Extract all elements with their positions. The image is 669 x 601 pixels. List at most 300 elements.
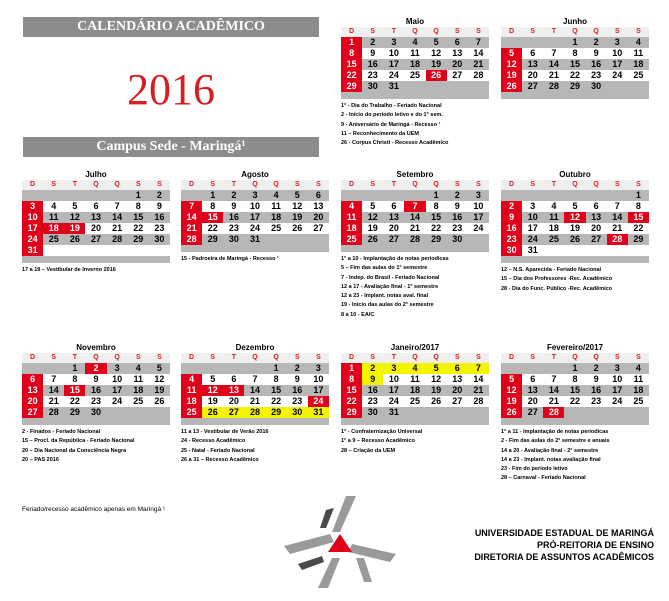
weekday-label: S — [308, 353, 329, 363]
weekday-label: S — [202, 353, 223, 363]
day-cell: 19 — [501, 396, 522, 407]
institution-block — [424, 527, 654, 563]
week-row — [501, 81, 649, 92]
day-cell: 31 — [383, 81, 404, 92]
day-cell — [543, 245, 564, 256]
weekday-header-row — [501, 353, 649, 363]
day-cell — [85, 190, 106, 201]
day-cell: 12 — [431, 374, 442, 384]
day-cell — [564, 190, 585, 201]
weekday-label: Q — [107, 353, 128, 363]
day-cell: 2 — [586, 363, 607, 374]
week-row — [181, 396, 329, 407]
week-row — [22, 363, 170, 374]
weekday-label: S — [362, 353, 383, 363]
month-notes — [341, 255, 489, 320]
week-row — [22, 190, 170, 201]
week-row — [341, 223, 489, 234]
day-cell — [468, 234, 489, 245]
day-cell: 8 — [273, 374, 279, 384]
month-notes — [501, 266, 649, 294]
month-title: Agosto — [241, 170, 269, 179]
day-cell: 13 — [85, 212, 106, 223]
day-cell: 2 — [447, 190, 468, 201]
day-cell: 23 — [228, 223, 239, 233]
day-cell: 26 — [431, 396, 442, 406]
day-cell — [564, 407, 585, 418]
month-setembro — [341, 170, 489, 320]
weekday-label: D — [341, 353, 362, 363]
weekday-label: T — [383, 180, 404, 190]
day-cell: 13 — [586, 212, 607, 223]
day-cell: 30 — [223, 234, 244, 245]
weekday-label: D — [22, 180, 43, 190]
note-line: 1° a 9 – Recesso Acadêmico — [341, 438, 415, 445]
day-cell: 23 — [367, 70, 378, 80]
note-line: 1° a 10 - Implantação de notas periodicas — [341, 256, 449, 262]
month-grid — [181, 180, 329, 245]
week-row — [341, 396, 489, 407]
campus-title: Campus Sede - Maringá¹ — [23, 137, 319, 157]
day-cell: 18 — [181, 396, 202, 407]
day-cell — [543, 190, 564, 201]
weekday-label: D — [501, 27, 522, 37]
day-cell: 25 — [341, 234, 362, 245]
note-line: 23 - Fim do período letivo — [501, 466, 568, 473]
day-cell: 16 — [85, 385, 106, 396]
month-footer-bar — [341, 245, 489, 252]
note-line: 20 – PAS 2016 — [22, 456, 59, 463]
note-line: 15 – Dia dos Professores -Rec. Acadêmico — [501, 276, 613, 283]
footnote: Feriado/recesso acadêmico apenas em Maringá ¹ — [22, 506, 166, 513]
month-footer-bar — [501, 418, 649, 425]
day-cell — [22, 190, 43, 201]
day-cell: 29 — [202, 234, 223, 245]
note-line: 26 - Corpus Christi - Recesso Acadêmico — [341, 140, 449, 147]
day-cell: 25 — [543, 234, 564, 245]
day-cell: 9 — [593, 48, 599, 58]
note-line: 28 - Dia do Func. Público -Rec. Acadêmico — [501, 285, 613, 292]
weekday-header-row — [181, 353, 329, 363]
note-line: 12 a 17 - Avaliação final - 1° semestre — [341, 283, 439, 290]
month-footer-bar — [22, 256, 170, 263]
week-row — [341, 407, 489, 418]
day-cell — [426, 81, 447, 92]
day-cell: 11 — [410, 48, 420, 58]
week-row — [501, 190, 649, 201]
day-cell — [607, 81, 628, 92]
day-cell: 5 — [426, 37, 447, 48]
day-cell: 1 — [266, 363, 287, 374]
month-grid — [341, 353, 489, 418]
weekday-label: S — [43, 353, 64, 363]
day-cell — [383, 190, 404, 201]
month-grid — [501, 27, 649, 92]
day-cell: 15 — [202, 212, 223, 223]
day-cell: 29 — [426, 234, 447, 245]
weekday-label: T — [543, 353, 564, 363]
day-cell: 11 — [133, 374, 144, 384]
weekday-label: S — [468, 353, 489, 363]
weekday-label: T — [223, 180, 244, 190]
day-cell: 26 — [64, 234, 85, 245]
day-cell: 5 — [149, 363, 170, 374]
weekday-label: D — [501, 180, 522, 190]
weekday-label: S — [447, 180, 468, 190]
note-line: 24 - Recesso Acadêmico — [181, 438, 246, 445]
weekday-label: Q — [426, 353, 447, 363]
day-cell: 14 — [244, 385, 265, 396]
day-cell: 26 — [501, 81, 522, 92]
day-cell — [468, 81, 489, 92]
weekday-label: T — [543, 180, 564, 190]
day-cell: 23 — [292, 396, 303, 406]
day-cell: 21 — [409, 223, 420, 233]
weekday-label: Q — [266, 180, 287, 190]
day-cell: 17 — [383, 59, 404, 70]
day-cell: 19 — [569, 223, 580, 233]
day-cell: 5 — [287, 190, 308, 201]
note-line: 14 a 20 - Avaliação final - 2° semestre — [501, 447, 599, 454]
weekday-label: S — [468, 180, 489, 190]
day-cell — [501, 190, 522, 201]
month-title: Novembro — [76, 343, 116, 352]
day-cell: 4 — [404, 37, 425, 48]
day-cell: 16 — [223, 212, 244, 223]
day-cell: 8 — [341, 374, 362, 385]
day-cell: 26 — [564, 234, 585, 245]
day-cell: 3 — [244, 190, 265, 201]
day-cell: 30 — [362, 81, 383, 92]
day-cell — [628, 407, 649, 418]
day-cell: 15 — [564, 59, 585, 70]
day-cell: 8 — [341, 48, 362, 59]
month-title: Setembro — [396, 170, 434, 179]
month-notes — [501, 428, 649, 484]
week-row — [22, 245, 170, 256]
month-junho — [501, 17, 649, 99]
day-cell — [543, 37, 564, 48]
day-cell — [223, 363, 244, 374]
day-cell: 14 — [543, 59, 564, 70]
day-cell: 6 — [593, 201, 599, 211]
day-cell: 29 — [564, 81, 585, 92]
week-row — [501, 245, 649, 256]
week-row — [341, 70, 489, 81]
day-cell: 5 — [72, 201, 78, 211]
day-cell — [586, 245, 607, 256]
day-cell: 18 — [128, 385, 149, 396]
day-cell: 28 — [473, 70, 484, 80]
day-cell: 20 — [90, 223, 101, 233]
day-cell: 11 — [633, 48, 644, 58]
weekday-header-row — [341, 27, 489, 37]
day-cell: 13 — [22, 385, 43, 396]
day-cell: 12 — [501, 59, 522, 70]
note-line: 17 a 19 – Vestibular de Inverno 2016 — [22, 267, 116, 273]
day-cell: 23 — [591, 396, 602, 406]
day-cell — [22, 363, 43, 374]
logo-triangle — [328, 534, 352, 552]
day-cell: 13 — [522, 59, 543, 70]
day-cell: 9 — [501, 212, 522, 223]
day-cell: 6 — [93, 201, 99, 211]
month-notes — [341, 102, 489, 148]
day-cell: 28 — [244, 407, 265, 418]
weekday-label: Q — [266, 353, 287, 363]
day-cell: 22 — [569, 396, 580, 406]
day-cell: 11 — [410, 374, 420, 384]
day-cell: 17 — [607, 59, 628, 70]
month-notes — [341, 428, 489, 456]
day-cell — [128, 245, 149, 256]
day-cell: 13 — [313, 201, 324, 211]
day-cell: 22 — [271, 396, 282, 406]
month-title: Julho — [85, 170, 107, 179]
day-cell: 13 — [522, 385, 543, 396]
day-cell — [64, 245, 85, 256]
day-cell: 1 — [128, 190, 149, 201]
week-row — [181, 234, 329, 245]
week-row — [501, 212, 649, 223]
weekday-label: S — [128, 353, 149, 363]
day-cell — [341, 190, 362, 201]
day-cell: 28 — [181, 234, 202, 245]
day-cell — [447, 81, 468, 92]
day-cell: 27 — [22, 407, 43, 418]
day-cell: 31 — [383, 407, 404, 418]
day-cell: 21 — [548, 396, 559, 406]
week-row — [501, 374, 649, 385]
day-cell: 4 — [341, 201, 362, 212]
weekday-label: Q — [107, 180, 128, 190]
day-cell: 7 — [404, 201, 425, 212]
day-cell: 14 — [107, 212, 128, 223]
week-row — [181, 201, 329, 212]
day-cell: 9 — [593, 374, 599, 384]
day-cell: 3 — [383, 363, 404, 374]
day-cell: 4 — [551, 201, 557, 211]
day-cell: 27 — [85, 234, 106, 245]
day-cell: 8 — [572, 48, 578, 58]
day-cell — [468, 407, 489, 418]
day-cell: 8 — [72, 374, 78, 384]
month-fevereiro-2017 — [501, 343, 649, 484]
week-row — [501, 70, 649, 81]
day-cell — [522, 190, 543, 201]
day-cell: 22 — [431, 223, 442, 233]
month-notes — [181, 255, 329, 264]
day-cell: 19 — [207, 396, 218, 406]
day-cell — [128, 407, 149, 418]
day-cell: 16 — [501, 223, 522, 234]
day-cell: 6 — [22, 374, 43, 385]
day-cell — [404, 190, 425, 201]
day-cell: 20 — [527, 396, 538, 406]
weekday-header-row — [22, 180, 170, 190]
month-outubro — [501, 170, 649, 294]
day-cell: 17 — [308, 385, 329, 396]
weekday-label: S — [447, 353, 468, 363]
day-cell: 1 — [64, 363, 85, 374]
day-cell — [107, 190, 128, 201]
day-cell: 2 — [586, 37, 607, 48]
day-cell: 11 — [341, 212, 362, 223]
day-cell: 26 — [292, 223, 303, 233]
note-line: 14 a 23 - Implant. notas avaliação final — [501, 456, 601, 463]
day-cell: 19 — [367, 223, 378, 233]
day-cell: 19 — [426, 59, 447, 70]
day-cell: 7 — [551, 48, 557, 58]
day-cell: 15 — [128, 212, 149, 223]
weekday-label: Q — [404, 353, 425, 363]
weekday-label: D — [341, 180, 362, 190]
day-cell: 23 — [591, 70, 602, 80]
calendar-title: CALENDÁRIO ACADÊMICO — [23, 17, 319, 37]
month-grid — [501, 353, 649, 418]
month-title: Maio — [405, 17, 425, 26]
month-footer-bar — [341, 92, 489, 99]
day-cell: 13 — [452, 374, 463, 384]
week-row — [22, 223, 170, 234]
day-cell: 12 — [292, 201, 303, 211]
day-cell: 28 — [543, 81, 564, 92]
week-row — [341, 385, 489, 396]
weekday-label: T — [223, 353, 244, 363]
day-cell: 22 — [133, 223, 144, 233]
week-row — [181, 385, 329, 396]
day-cell — [107, 407, 128, 418]
day-cell: 16 — [362, 385, 383, 396]
weekday-label: D — [181, 180, 202, 190]
day-cell: 7 — [614, 201, 620, 211]
day-cell — [628, 245, 649, 256]
note-line: 19 - Início das aulas do 2° semestre — [341, 302, 434, 309]
day-cell: 30 — [447, 234, 468, 245]
day-cell — [308, 234, 329, 245]
day-cell: 18 — [266, 212, 287, 223]
day-cell: 9 — [370, 48, 376, 58]
day-cell: 4 — [628, 37, 649, 48]
day-cell: 10 — [522, 212, 543, 223]
day-cell: 19 — [501, 70, 522, 81]
weekday-label: Q — [85, 353, 106, 363]
day-cell: 31 — [527, 245, 538, 255]
day-cell — [85, 245, 106, 256]
weekday-label: S — [202, 180, 223, 190]
month-novembro — [22, 343, 170, 465]
day-cell: 6 — [391, 201, 397, 211]
day-cell: 7 — [551, 374, 557, 384]
note-line: 7 - Indep. do Brasil - Feriado Nacional — [341, 274, 440, 281]
day-cell: 7 — [468, 37, 489, 48]
day-cell: 20 — [308, 212, 329, 223]
month-grid — [341, 27, 489, 92]
day-cell: 10 — [612, 374, 623, 384]
day-cell: 28 — [107, 234, 128, 245]
weekday-label: S — [287, 353, 308, 363]
day-cell: 19 — [426, 385, 447, 396]
day-cell: 4 — [628, 363, 649, 374]
day-cell: 15 — [341, 385, 362, 396]
day-cell: 1 — [202, 190, 223, 201]
day-cell: 14 — [181, 212, 202, 223]
day-cell: 3 — [107, 363, 128, 374]
note-line: 1° - Dia do Trabalho - Feriado Nacional — [341, 103, 442, 109]
day-cell — [181, 190, 202, 201]
weekday-label: Q — [564, 27, 585, 37]
day-cell: 11 — [271, 201, 281, 211]
day-cell: 27 — [313, 223, 324, 233]
day-cell: 6 — [447, 37, 468, 48]
day-cell: 20 — [447, 385, 468, 396]
day-cell — [43, 245, 64, 256]
day-cell: 5 — [426, 363, 447, 374]
week-row — [501, 37, 649, 48]
weekday-header-row — [181, 180, 329, 190]
day-cell: 15 — [628, 212, 649, 223]
day-cell: 1 — [564, 363, 585, 374]
weekday-label: S — [362, 27, 383, 37]
week-row — [341, 190, 489, 201]
day-cell: 25 — [271, 223, 282, 233]
weekday-header-row — [22, 353, 170, 363]
day-cell: 2 — [85, 363, 106, 374]
day-cell: 4 — [51, 201, 57, 211]
week-row — [22, 234, 170, 245]
day-cell: 17 — [383, 385, 404, 396]
week-row — [181, 407, 329, 418]
weekday-label: S — [522, 27, 543, 37]
day-cell — [404, 81, 425, 92]
weekday-label: Q — [564, 180, 585, 190]
day-cell: 28 — [43, 407, 64, 418]
day-cell: 7 — [181, 201, 202, 212]
day-cell — [181, 363, 202, 374]
note-line: 2 - Início do período letivo e do 1° sem. — [341, 112, 443, 119]
month-footer-bar — [181, 418, 329, 425]
note-line: 8 a 10 - EAIC — [341, 311, 375, 318]
week-row — [22, 212, 170, 223]
month-janeiro-2017 — [341, 343, 489, 456]
day-cell: 9 — [93, 374, 99, 384]
day-cell: 1 — [341, 363, 362, 374]
weekday-label: D — [501, 353, 522, 363]
weekday-label: T — [383, 27, 404, 37]
day-cell: 15 — [564, 385, 585, 396]
day-cell: 22 — [569, 70, 580, 80]
month-maio — [341, 17, 489, 148]
day-cell: 27 — [522, 407, 543, 418]
day-cell: 2 — [362, 363, 383, 374]
day-cell: 17 — [468, 212, 489, 223]
day-cell: 29 — [64, 407, 85, 418]
day-cell: 5 — [572, 201, 578, 211]
day-cell — [607, 245, 628, 256]
weekday-label: S — [287, 180, 308, 190]
day-cell: 24 — [22, 234, 43, 245]
month-footer-bar — [501, 92, 649, 99]
day-cell: 16 — [149, 212, 170, 223]
day-cell: 23 — [367, 396, 378, 406]
day-cell: 11 — [543, 212, 564, 223]
weekday-header-row — [341, 353, 489, 363]
day-cell: 4 — [181, 374, 202, 385]
day-cell: 18 — [341, 223, 362, 234]
day-cell: 30 — [362, 407, 383, 418]
day-cell: 18 — [548, 223, 559, 233]
day-cell: 9 — [454, 201, 460, 211]
